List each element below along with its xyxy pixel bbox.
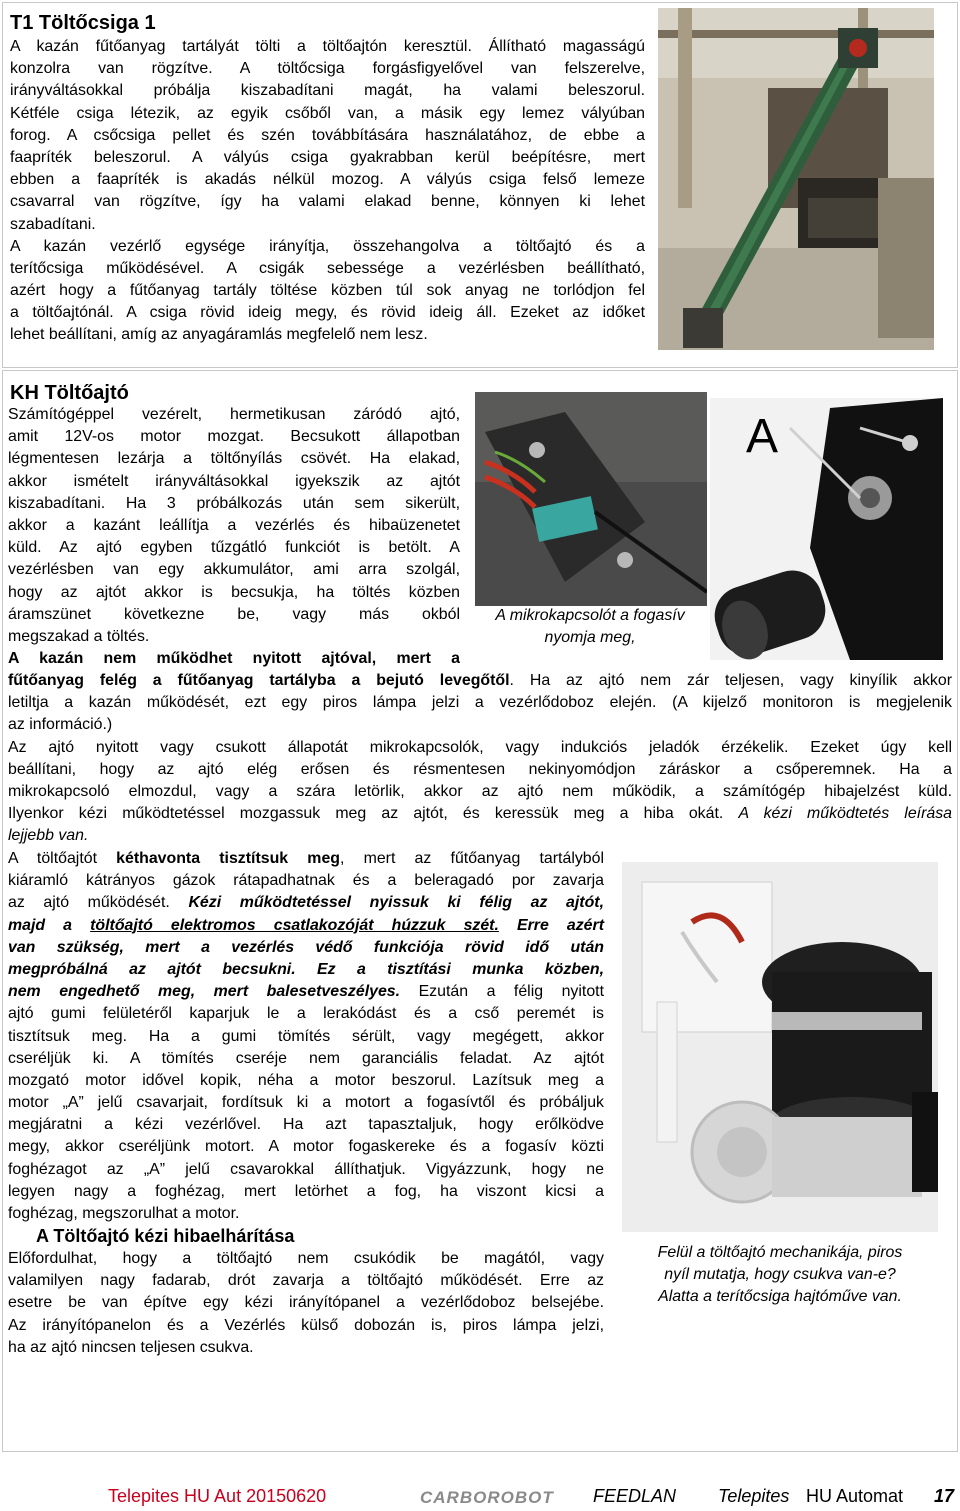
t1-line: csavarral van rögzítve, így ha valami elakad benne, könnyen ki lehet <box>10 193 645 211</box>
footer-logo: CARBOROBOT <box>420 1488 554 1507</box>
kh-line: küld. Az ajtó egyben tűzgátló funkciót is betölt. A <box>8 539 460 557</box>
kh-line: Számítógéppel vezérelt, hermetikusan záródó ajtó, <box>8 406 460 423</box>
kh-wide-line: Ilyenkor kézi működtetéssel mozgassuk meg az ajtót, és keressük meg a hiba okát. A kézi működtetés leírása <box>8 805 952 823</box>
kh-wide-paragraph <box>8 670 952 848</box>
t1-line: Kétféle csiga létezik, az egyik csőből van, a másik egy lemez vályúban <box>10 104 645 122</box>
page-footer <box>0 1486 960 1510</box>
manual-line: Az irányítópanelon és a Vezérlés külső dobozán is, piros lámpa jelzi, <box>8 1316 604 1334</box>
kh-line: akkor ismételt irányváltásokkal igyekszik az ajtót <box>8 472 460 490</box>
manual-line: esetre be van építve egy kézi irányítópanel a vezérlődoboz belsejébe. <box>8 1294 604 1312</box>
cleaning-line: motor „A” jelű csavarjait, fordítsuk ki a motort a fogasívtől és próbáljuk <box>8 1094 604 1112</box>
t1-line: A kazán fűtőanyag tartályát tölti a töltőajtón keresztül. Állítható magasságú <box>10 38 645 55</box>
cleaning-line: ajtó gumi felületéről kaparjuk le a lerakódást és a cső peremét is <box>8 1005 604 1023</box>
kh-line: akkor a kazánt leállítja a vezérlés és hibaüzenetet <box>8 516 460 534</box>
t1-line: lehet beállítani, amíg az anyagáramlás megfelelő nem lesz. <box>10 326 428 344</box>
footer-page-number: 17 <box>934 1486 955 1506</box>
t1-line: A kazán vezérlő egysége irányítja, összehangolva a töltőajtó és a <box>10 237 645 255</box>
kh-wide-line: lejjebb van. <box>8 827 89 845</box>
cleaning-line: megy, akkor cseréljünk motort. A motor fogaskereke és a fogasív közti <box>8 1138 604 1156</box>
manual-line: valamilyen nagy fadarab, drót zavarja a töltőajtó működését. Erre az <box>8 1272 604 1290</box>
kh-line: vezérlésben van egy akkumulátor, ami arra szolgál, <box>8 561 460 579</box>
microswitch-photo <box>475 392 707 606</box>
door-mechanism-photo-graphic <box>622 862 938 1232</box>
door-mechanism-photo <box>622 862 938 1232</box>
manual-paragraph <box>8 1248 604 1359</box>
footer-doc-rest: HU Automat <box>806 1486 904 1506</box>
t1-line: forog. A csőcsiga pellet és szén továbbítására használatához, de ebbe a <box>10 126 645 144</box>
kh-wide-line: beállítani, hogy az ajtó elég erősen és résmentesen nekinyomódjon záráskor a csőperemnek. Ha a <box>8 760 952 778</box>
footer-doc-id: Telepites HU Aut 20150620 <box>108 1486 327 1506</box>
t1-line: irányváltásokkal próbálja kiszabadítani magát, ha valami beleszorul. <box>10 82 645 100</box>
t1-paragraph <box>10 36 645 347</box>
kh-wide-line: mikrokapcsoló elmozdul, vagy a szára letörlik, akkor az ajtó nem működik, a számítógép hibajelzést küld. <box>8 782 952 800</box>
kh-wide-line: az információ.) <box>8 716 113 734</box>
auger-photo <box>658 8 934 350</box>
cleaning-line: mozgató motor idővel kopik, néha a motor beszorul. Lazítsuk meg a <box>8 1071 604 1089</box>
door-caption-line3: Alatta a terítőcsiga hajtóműve van. <box>658 1288 902 1305</box>
kh-wide-line: letiltja a kazán működését, ezt egy piros lámpa jelzi a vezérlődoboz elején. (A kijelző monitoron is megjelenik <box>8 694 952 712</box>
kh-line: hogy az ajtót akkor is becsukja, ha töltés közben <box>8 583 460 601</box>
t1-line: szabadítani. <box>10 215 96 233</box>
t1-line: ebben a faapríték is akadás nélkül mozog. A vályús csiga felső lemeze <box>10 171 645 189</box>
cleaning-line: cseréljük ki. A tömítés cseréje nem garanciális feladat. Az ajtót <box>8 1049 604 1067</box>
switch-caption-line1: A mikrokapcsolót a fogasív <box>495 607 685 624</box>
kh-paragraph <box>8 404 460 648</box>
kh-line: megszakad a töltés. <box>8 627 150 645</box>
microswitch-photo-graphic <box>475 392 707 606</box>
cleaning-paragraph: A töltőajtót kéthavonta tisztítsuk meg, mert az fűtőanyag tartályból kiáramló kátrányos gázok rátapadhatnak és a beleragadó por zavarja az ajtó működését. Kézi működtetéssel nyissuk ki félig az ajtót, majd a töltőajtó elektromos csatlakozóját húzzuk szét. Erre azért van szükség, mert a vezérlés védő funkciója rövid idő után megpróbálná az ajtót becsukni. Ez a tisztítási munka közben, nem engedhető meg, mert balesetveszélyes. Ezután a félig nyitott ajtó gumi felületéről kaparjuk le a lerakódást és a cső peremét is tisztítsuk meg. Ha a gumi tömítés sérült, vagy megégett, akkor cseréljük ki. A tömítés cseréje nem garanciális feladat. Az ajtót mozgató motor idővel kopik, néha a motor beszorul. Lazítsuk meg a motor „A” jelű csavarjait, fordítsuk ki a motort a fogasívtől és próbáljuk megjáratni a kézi vezérlővel. Ha azt tapasztaljuk, hogy erőlködve megy, akkor cseréljünk motort. A motor fogaskereke és a fogasív közti foghézagot az „A” jelű csavarokkal állíthatjuk. Vigyázzunk, hogy ne legyen nagy a foghézag, mert letörhet a fog, ha viszont kicsi a foghézag, megszorulhat a motor. <box>8 848 604 1225</box>
kh-wide-line: Az ajtó nyitott vagy csukott állapotát mikrokapcsolók, vagy indukciós jeladók érzékelik. Ezeket úgy kell <box>8 738 952 756</box>
motor-gear-photo <box>710 398 943 660</box>
kh-bold-line-wrap <box>8 648 460 670</box>
kh-line: amit 12V-os motor mozgat. Becsukott állapotban <box>8 428 460 446</box>
kh-bold-line: A kazán nem működhet nyitott ajtóval, mert a <box>8 650 460 667</box>
footer-doc-italic: Telepites <box>718 1486 790 1506</box>
heading-manual: A Töltőajtó kézi hibaelhárítása <box>36 1226 295 1246</box>
footer-brand: FEEDLAN <box>593 1486 677 1506</box>
cleaning-line: foghézag, megszorulhat a motor. <box>8 1205 240 1222</box>
heading-kh: KH Töltőajtó <box>10 382 129 404</box>
door-caption-line1: Felül a töltőajtó mechanikája, piros <box>657 1244 903 1261</box>
t1-line: terítőcsiga működésével. A csigák sebessége a vezérlésben beállítható, <box>10 259 645 277</box>
cleaning-line: tisztítsuk meg. Ha a gumi tömítés sérült, vagy megégett, akkor <box>8 1027 604 1045</box>
manual-line: ha az ajtó nincsen teljesen csukva. <box>8 1338 254 1356</box>
heading-t1: T1 Töltőcsiga 1 <box>10 12 156 34</box>
cleaning-line: megjáratni a kézi vezérlővel. Ha azt tapasztaljuk, hogy erőlködve <box>8 1116 604 1134</box>
manual-line: Előfordulhat, hogy a töltőajtó nem csukódik be magától, vagy <box>8 1250 604 1267</box>
kh-line: kiszabadítani. Ha 3 próbálkozás után sem sikerült, <box>8 494 460 512</box>
auger-photo-graphic <box>658 8 934 350</box>
t1-line: faapríték beleszorul. A vályús csiga gyakrabban kerül beépítésre, mert <box>10 148 645 166</box>
t1-line: a töltőajtónál. A csiga rövid ideig megy, és rövid ideig áll. Ezeket az időket <box>10 304 645 322</box>
kh-wide-line: fűtőanyag felég a fűtőanyag tartályba a bejutó levegőtől. Ha az ajtó nem zár teljesen, vagy kinyílik akkor <box>8 672 952 689</box>
kh-line: légmentesen lezárja a töltőnyílás csövét. Ha elakad, <box>8 450 460 468</box>
cleaning-line: legyen nagy a foghézag, mert letörhet a fog, ha viszont kicsi a <box>8 1182 604 1200</box>
t1-line: konzolra van rögzítve. A töltőcsiga forgásfigyelővel van felszerelve, <box>10 60 645 78</box>
motor-gear-photo-graphic <box>710 398 943 660</box>
cleaning-line: foghézagot az „A” jelű csavarokkal állíthatjuk. Vigyázzunk, hogy ne <box>8 1160 604 1178</box>
kh-line: áramszünet következne be, vagy más okból <box>8 605 460 623</box>
motor-label-a: A <box>746 410 779 463</box>
switch-caption-line2: nyomja meg, <box>544 629 636 646</box>
door-caption-line2: nyíl mutatja, hogy csukva van-e? <box>664 1266 896 1283</box>
t1-line: azért hogy a fűtőanyag tartály töltése közben túl sok anyag ne torlódjon fel <box>10 282 645 300</box>
